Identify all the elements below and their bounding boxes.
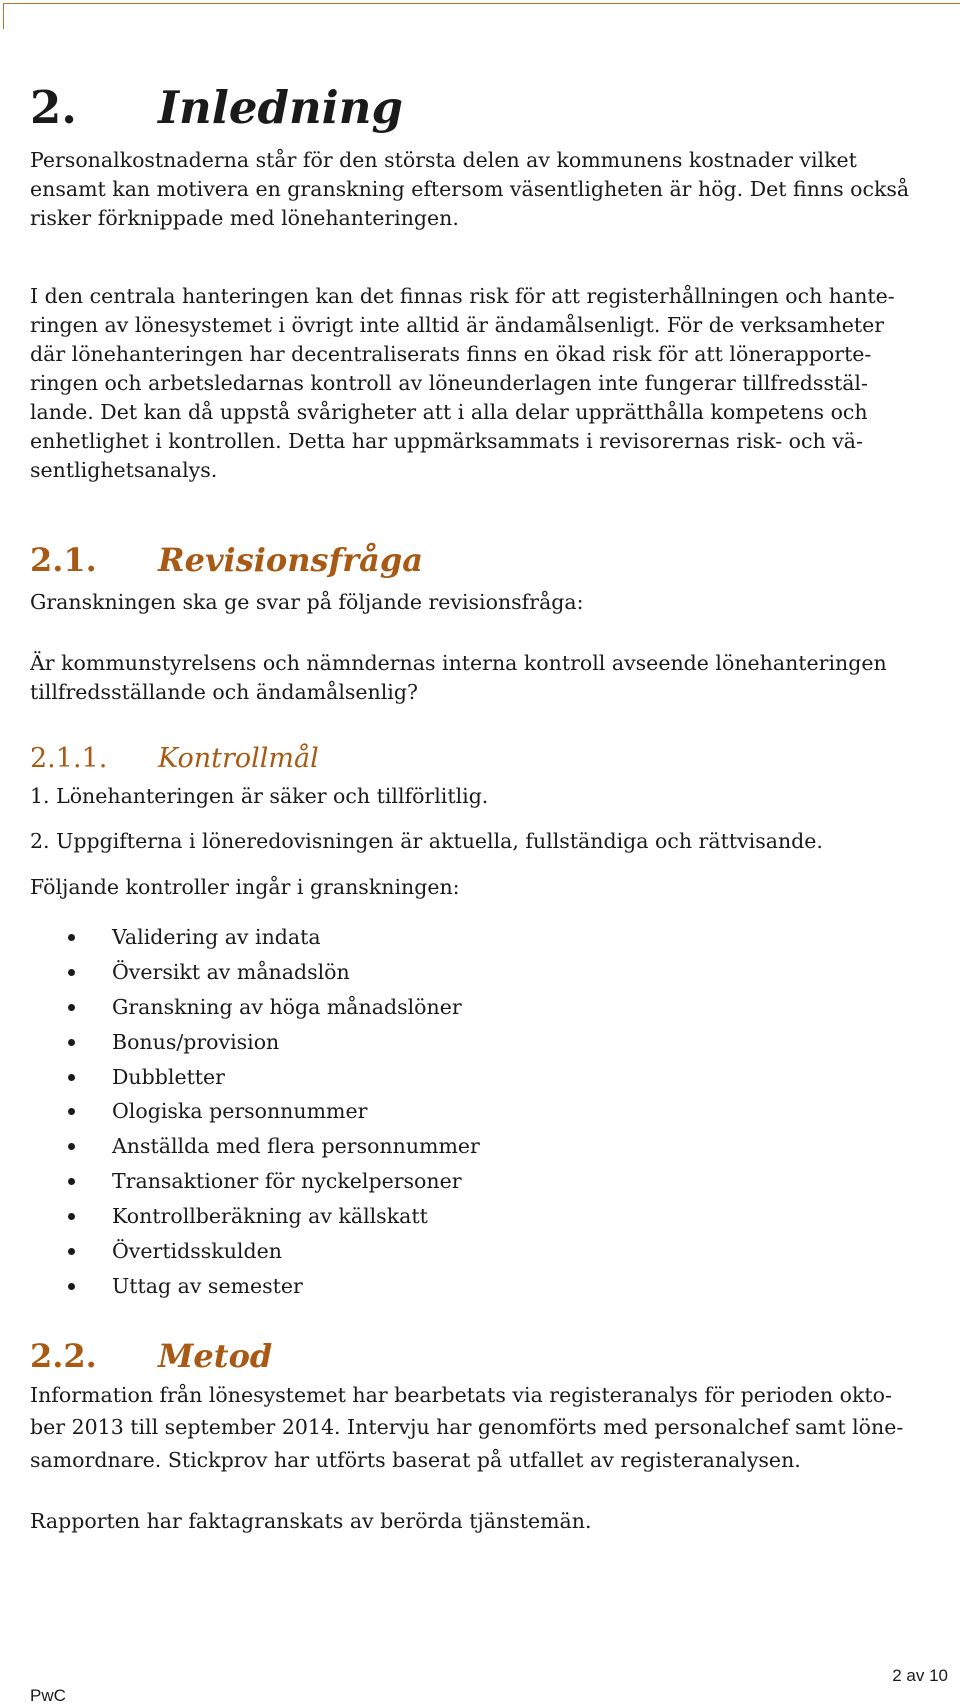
bullet-icon — [68, 1283, 75, 1290]
list-item-label: Granskning av höga månadslöner — [112, 994, 462, 1019]
intro-line: Personalkostnaderna står för den största delen av kommunens kostnader vilket — [30, 148, 857, 172]
section-number: 2. — [30, 81, 77, 134]
list-item-label: Uttag av semester — [112, 1273, 303, 1298]
page-corner-rule-horizontal — [3, 3, 960, 4]
list-item-label: Övertidsskulden — [112, 1239, 282, 1264]
bullet-icon — [68, 934, 75, 941]
metod-line: ber 2013 till september 2014. Intervju har genomförts med personalchef samt löne- — [30, 1415, 904, 1439]
page-corner-rule-vertical — [3, 3, 4, 29]
revisionsfraga-heading — [30, 538, 423, 582]
body-line: ringen och arbetsledarnas kontroll av löneunderlagen inte fungerar tillfredsstäl- — [30, 371, 868, 395]
bullet-icon — [68, 1143, 75, 1150]
bullet-icon — [68, 1108, 75, 1115]
goal-item: 2. Uppgifterna i löneredovisningen är aktuella, fullständiga och rättvisande. — [30, 829, 823, 853]
list-item-label: Validering av indata — [112, 925, 321, 949]
metod-title: Metod — [158, 1337, 273, 1375]
list-item-label: Transaktioner för nyckelpersoner — [112, 1169, 462, 1194]
intro-line: ensamt kan motivera en granskning eftersom väsentligheten är hög. Det finns också — [30, 177, 910, 201]
revisionsfraga-title: Revisionsfråga — [158, 541, 423, 579]
bullet-icon — [68, 1178, 75, 1185]
bullet-icon — [68, 969, 75, 976]
metod-heading — [30, 1334, 272, 1378]
metod-line: samordnare. Stickprov har utförts baserat på utfallet av registeranalysen. — [30, 1448, 801, 1472]
kontrollmal-number: 2.1.1. — [30, 743, 108, 774]
body-line: sentlighetsanalys. — [30, 458, 218, 482]
goal-item: 1. Lönehanteringen är säker och tillförlitlig. — [30, 784, 489, 808]
list-item-label: Bonus/provision — [112, 1029, 280, 1054]
intro-line: risker förknippade med lönehanteringen. — [30, 206, 459, 230]
list-item-label: Kontrollberäkning av källskatt — [112, 1204, 428, 1229]
controls-lead: Följande kontroller ingår i granskningen: — [30, 875, 460, 899]
section-title: Inledning — [158, 81, 403, 134]
bullet-icon — [68, 1248, 75, 1255]
revisionsfraga-lead: Granskningen ska ge svar på följande revisionsfråga: — [30, 590, 584, 614]
metod-closing: Rapporten har faktagranskats av berörda tjänstemän. — [30, 1509, 592, 1533]
list-item-label: Dubbletter — [112, 1064, 225, 1089]
footer-brand: PwC — [30, 1686, 66, 1705]
list-item-label: Anställda med flera personnummer — [112, 1134, 480, 1159]
revisionsfraga-number: 2.1. — [30, 541, 97, 579]
bullet-icon — [68, 1004, 75, 1011]
section-heading — [30, 78, 403, 138]
list-item-label: Ologiska personnummer — [112, 1099, 368, 1124]
bullet-icon — [68, 1039, 75, 1046]
bullet-icon — [68, 1213, 75, 1220]
question-line: tillfredsställande och ändamålsenlig? — [30, 680, 418, 704]
kontrollmal-title: Kontrollmål — [158, 743, 319, 774]
list-item-label: Översikt av månadslön — [112, 959, 350, 984]
metod-number: 2.2. — [30, 1337, 97, 1375]
bullet-icon — [68, 1074, 75, 1081]
metod-line: Information från lönesystemet har bearbetats via registeranalys för perioden okto- — [30, 1383, 892, 1407]
body-line: enhetlighet i kontrollen. Detta har uppmärksammats i revisorernas risk- och vä- — [30, 429, 863, 453]
kontrollmal-heading — [30, 741, 319, 777]
question-line: Är kommunstyrelsens och nämndernas interna kontroll avseende lönehanteringen — [30, 651, 887, 675]
body-line: I den centrala hanteringen kan det finnas risk för att registerhållningen och hante- — [30, 284, 895, 308]
body-line: där lönehanteringen har decentraliserats finns en ökad risk för att lönerapporte- — [30, 342, 872, 366]
body-line: ringen av lönesystemet i övrigt inte alltid är ändamålsenligt. För de verksamheter — [30, 313, 885, 337]
body-line: lande. Det kan då uppstå svårigheter att i alla delar upprätthålla kompetens och — [30, 400, 868, 424]
page-number: 2 av 10 — [892, 1666, 948, 1685]
